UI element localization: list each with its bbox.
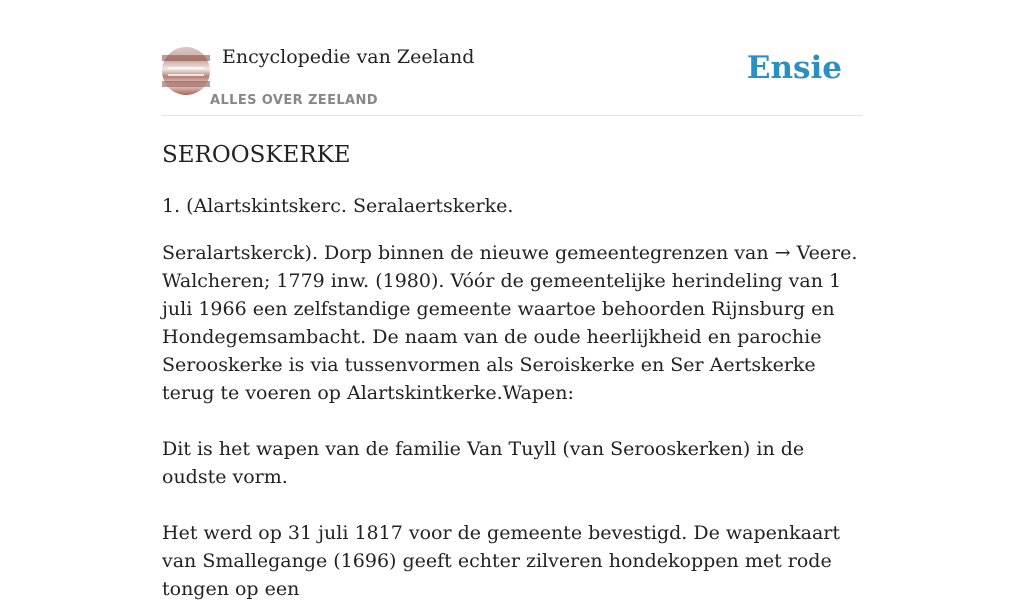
article-paragraph: Dit is het wapen van de familie Van Tuyll (van Serooskerken) in de oudste vorm. [162, 438, 805, 488]
page [162, 0, 862, 600]
site-title[interactable]: Encyclopedie van Zeeland [222, 46, 475, 68]
article-paragraph: Seralartskerck). Dorp binnen de nieuwe gemeentegrenzen van → Veere. Walcheren; 1779 inw. (1980). Vóór de gemeentelijke herindeling van 1 juli 1966 een zelfstandige gemeente waartoe behoorden Rijnsburg en Hondegemsambacht. De naam van de oude heerlijkheid en parochie Serooskerke is via tussenvormen als Seroiskerke en Ser Aertskerke terug te voeren op Alartskintkerke.Wapen: [162, 242, 858, 404]
site-header [162, 0, 862, 116]
article [162, 140, 862, 603]
article-paragraph: Het werd op 31 juli 1817 voor de gemeente bevestigd. De wapenkaart van Smallegange (1696) geeft echter zilveren hondekoppen met rode tongen op een [162, 522, 840, 600]
article-paragraph: 1. (Alartskintskerc. Seralaertskerke. [162, 195, 514, 217]
article-headword: SEROOSKERKE [162, 142, 351, 168]
site-tagline: ALLES OVER ZEELAND [210, 93, 378, 108]
site-avatar-icon[interactable] [162, 47, 210, 95]
ensie-logo-link[interactable]: Ensie [746, 50, 842, 86]
